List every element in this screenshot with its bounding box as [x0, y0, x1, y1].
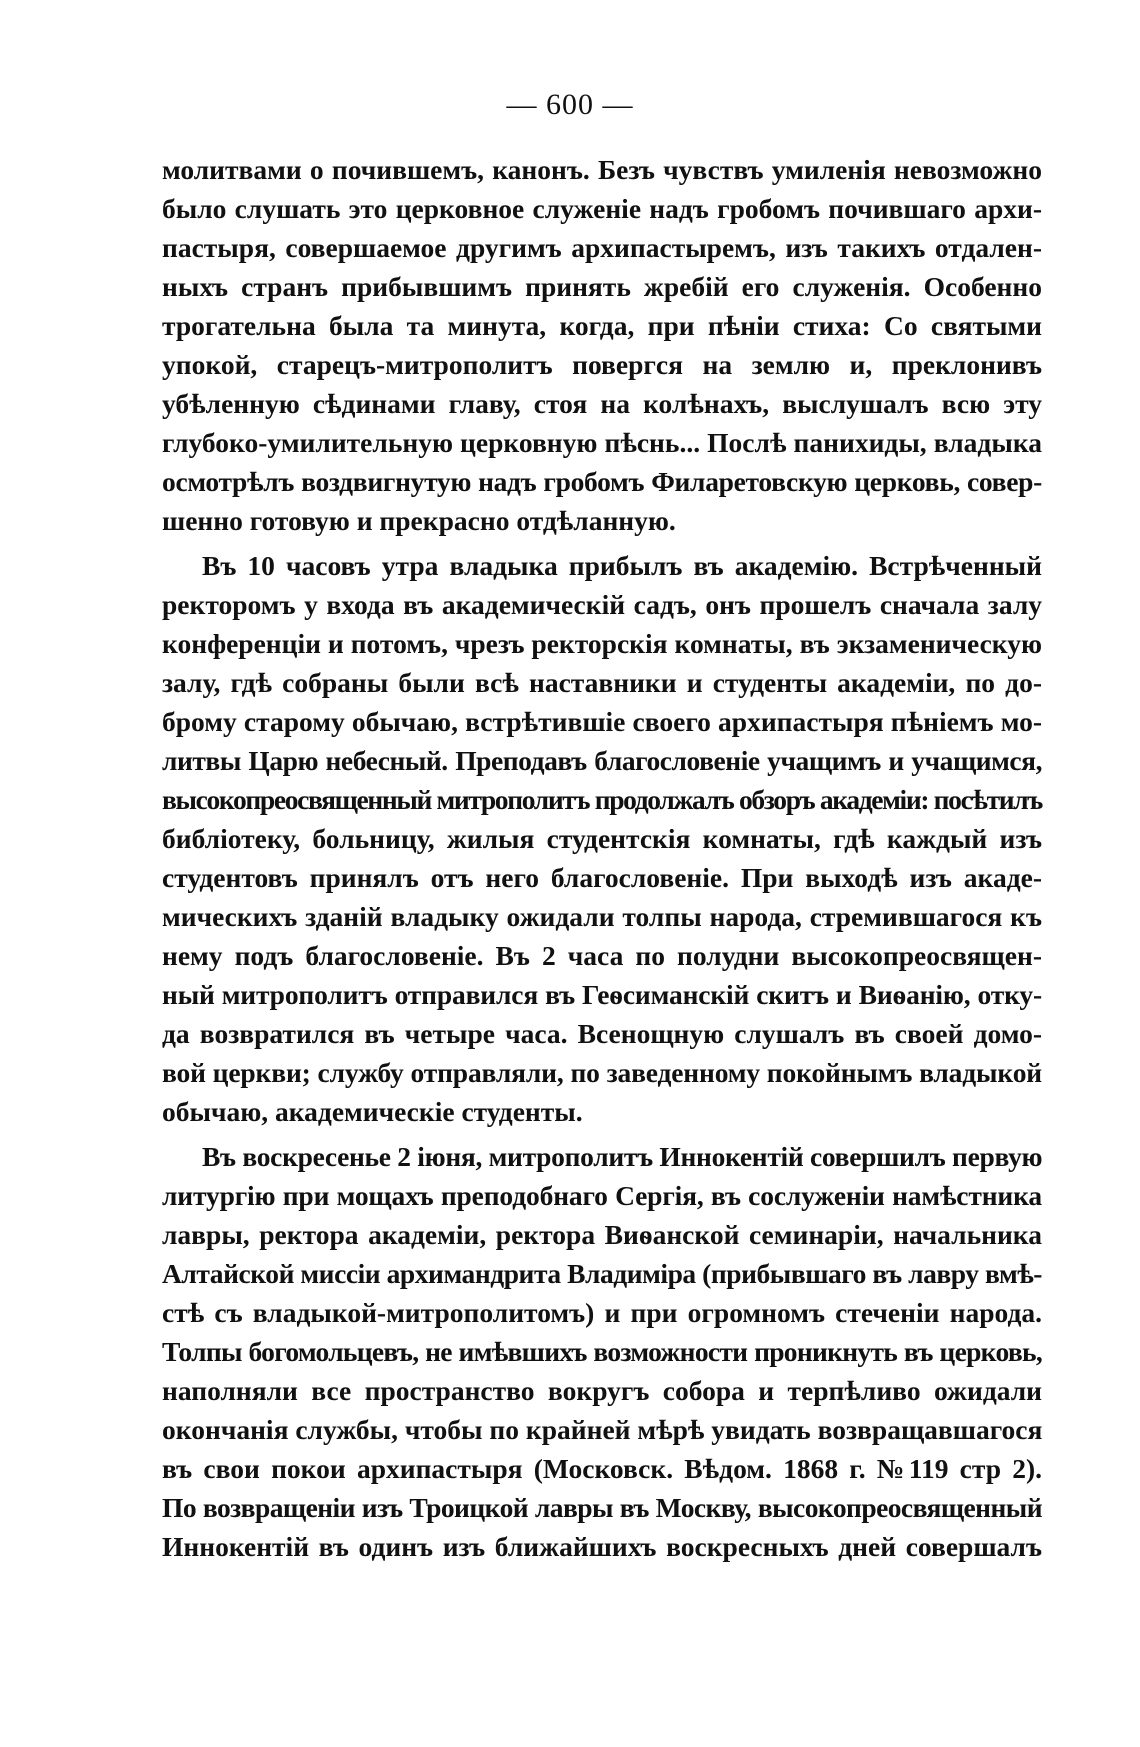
text-line: литургію при мощахъ преподобнаго Сергія, въ сослуженіи намѣстника	[162, 1180, 1042, 1211]
text-line: убѣленную сѣдинами главу, стоя на колѣнахъ, выслушалъ всю эту	[162, 388, 1042, 419]
text-line: упокой, старецъ-митрополитъ повергся на землю и, преклонивъ	[162, 349, 1042, 380]
text-line: Иннокентій въ одинъ изъ ближайшихъ воскресныхъ дней совершалъ	[162, 1531, 1042, 1562]
text-line: наполняли все пространство вокругъ собора и терпѣливо ожидали	[162, 1375, 1042, 1406]
text-line: глубоко-умилительную церковную пѣснь... Послѣ панихиды, владыка	[162, 427, 1042, 458]
paragraph-1	[162, 150, 1042, 540]
paragraph-3	[162, 1137, 1042, 1566]
text-line: залу, гдѣ собраны были всѣ наставники и студенты академіи, по до-	[162, 667, 1042, 698]
text-line: студентовъ принялъ отъ него благословеніе. При выходѣ изъ акаде-	[162, 862, 1042, 893]
text-line: По возвращеніи изъ Троицкой лавры въ Москву, высокопреосвященный	[162, 1492, 1042, 1523]
text-line: ный митрополитъ отправился въ Геѳсиманскій скитъ и Виѳанію, отку-	[162, 979, 1042, 1010]
text-line: трогательна была та минута, когда, при пѣніи стиха: Со святыми	[162, 310, 1042, 341]
text-line: окончанія службы, чтобы по крайней мѣрѣ увидать возвращавшагося	[162, 1414, 1043, 1445]
text-line: пастыря, совершаемое другимъ архипастыремъ, изъ такихъ отдален-	[162, 232, 1042, 263]
text-line: осмотрѣлъ воздвигнутую надъ гробомъ Филаретовскую церковь, совер-	[162, 466, 1042, 497]
text-line: вой церкви; службу отправляли, по заведенному покойнымъ владыкой	[162, 1057, 1042, 1088]
text-line: конференціи и потомъ, чрезъ ректорскія комнаты, въ экзаменическую	[162, 628, 1042, 659]
text-line: лавры, ректора академіи, ректора Виѳанской семинаріи, начальника	[162, 1219, 1042, 1250]
text-line: брому старому обычаю, встрѣтившіе своего архипастыря пѣніемъ мо-	[162, 706, 1042, 737]
text-line: Толпы богомольцевъ, не имѣвшихъ возможности проникнуть въ церковь,	[162, 1336, 1042, 1367]
text-line: литвы Царю небесный. Преподавъ благословеніе учащимъ и учащимся,	[162, 745, 1042, 776]
text-line: Въ воскресенье 2 іюня, митрополитъ Иннокентій совершилъ первую	[202, 1141, 1043, 1172]
text-line: ректоромъ у входа въ академическій садъ, онъ прошелъ сначала залу	[162, 589, 1042, 620]
text-line: высокопреосвященный митрополитъ продолжалъ обзоръ академіи: посѣтилъ	[162, 784, 1042, 815]
document-body	[162, 150, 1042, 1566]
text-line: ныхъ странъ прибывшимъ принять жребій его служенія. Особенно	[162, 271, 1042, 302]
text-line: стѣ съ владыкой-митрополитомъ) и при огромномъ стеченіи народа.	[162, 1297, 1042, 1328]
text-line: молитвами о почившемъ, канонъ. Безъ чувствъ умиленія невозможно	[162, 154, 1042, 185]
text-line: шенно готовую и прекрасно отдѣланную.	[162, 505, 676, 536]
text-line: Алтайской миссіи архимандрита Владиміра (прибывшаго въ лавру вмѣ-	[162, 1258, 1042, 1289]
text-line: было слушать это церковное служеніе надъ гробомъ почившаго архи-	[162, 193, 1042, 224]
text-line: да возвратился въ четыре часа. Всенощную слушалъ въ своей домо-	[162, 1018, 1042, 1049]
page-number: — 600 —	[506, 88, 634, 121]
text-line: обычаю, академическіе студенты.	[162, 1096, 583, 1127]
text-line: библіотеку, больницу, жилыя студентскія комнаты, гдѣ каждый изъ	[162, 823, 1042, 854]
text-line: Въ 10 часовъ утра владыка прибылъ въ академію. Встрѣченный	[202, 550, 1042, 581]
paragraph-2	[162, 546, 1042, 1131]
text-line: нему подъ благословеніе. Въ 2 часа по полудни высокопреосвящен-	[162, 940, 1042, 971]
text-line: въ свои покои архипастыря (Московск. Вѣдом. 1868 г. №119 стр 2).	[162, 1453, 1042, 1484]
text-line: мическихъ зданій владыку ожидали толпы народа, стремившагося къ	[162, 901, 1042, 932]
